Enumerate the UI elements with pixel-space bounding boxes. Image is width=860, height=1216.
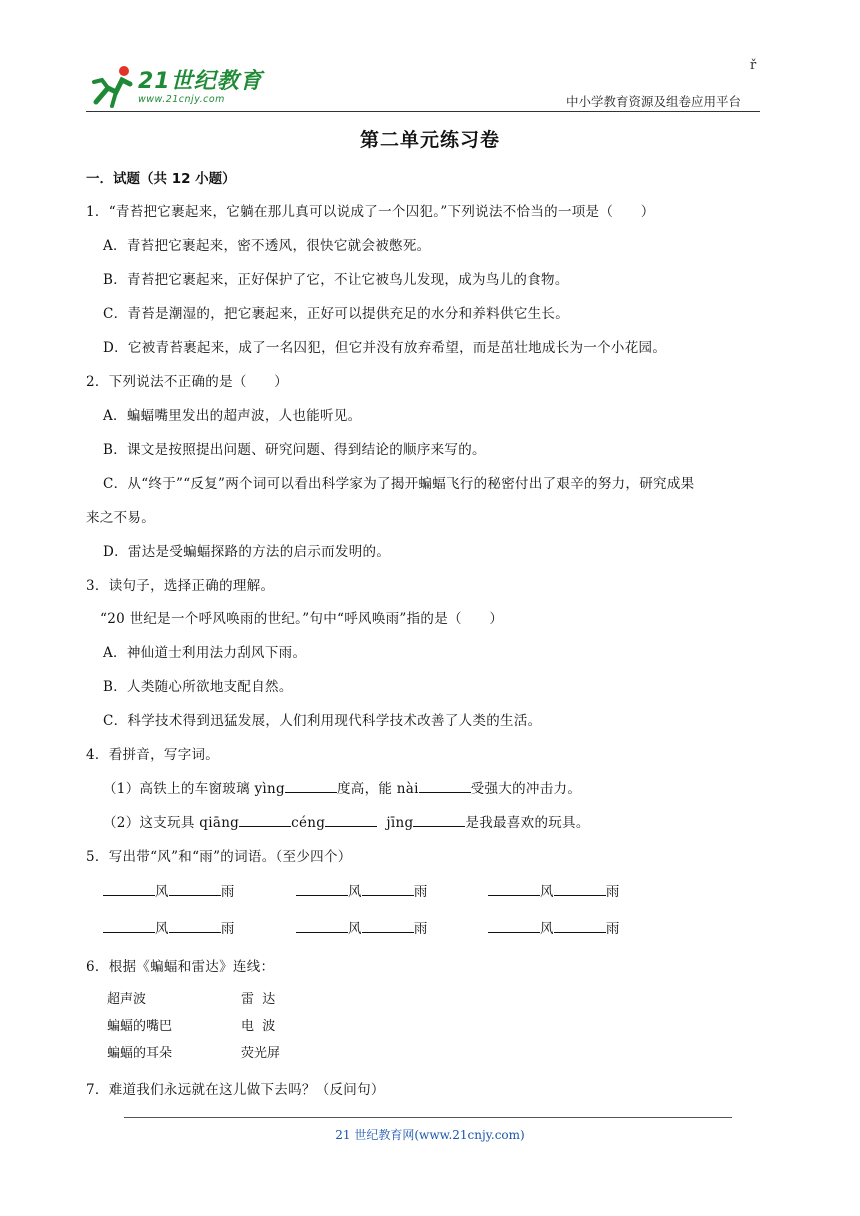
q4-p2-text-c: jīng	[386, 815, 414, 831]
answer-blank[interactable]	[169, 920, 221, 933]
match-right-item[interactable]: 荧光屏	[241, 1046, 281, 1061]
answer-blank[interactable]	[239, 814, 291, 827]
match-right-item[interactable]: 雷 达	[241, 992, 276, 1007]
page-title: 第二单元练习卷	[359, 129, 500, 151]
q4-p1-text-b: 度高，能 nài	[336, 781, 419, 797]
wind-rain-blank-4	[103, 917, 235, 937]
header-platform-text: 中小学教育资源及组卷应用平台	[566, 94, 742, 109]
answer-blank[interactable]	[169, 883, 221, 896]
match-right-item[interactable]: 电 波	[241, 1019, 276, 1034]
answer-blank[interactable]	[296, 920, 348, 933]
question-2-option-a: A．蝙蝠嘴里发出的超声波，人也能听见。	[103, 408, 362, 424]
answer-blank[interactable]	[103, 920, 155, 933]
rain-char: 雨	[413, 921, 428, 937]
question-4-stem: 4．看拼音，写字词。	[86, 747, 220, 763]
question-7-stem: 7．难道我们永远就在这儿做下去吗？（反问句）	[86, 1082, 385, 1098]
answer-blank[interactable]	[419, 780, 471, 793]
question-5-stem: 5．写出带“风”和“雨”的词语。（至少四个）	[86, 849, 352, 865]
q4-p2-text-b: céng	[291, 815, 326, 831]
rain-char: 雨	[220, 884, 235, 900]
footer-divider	[124, 1117, 732, 1118]
match-left-item[interactable]: 超声波	[107, 992, 147, 1007]
match-left-item[interactable]: 蝙蝠的嘴巴	[107, 1019, 173, 1034]
wind-rain-blank-3	[488, 880, 620, 900]
question-3-option-a: A．神仙道士利用法力刮风下雨。	[103, 645, 307, 661]
answer-blank[interactable]	[413, 814, 465, 827]
logo-url: www.21cnjy.com	[138, 94, 225, 105]
question-2-option-c: C．从“终于”“反复”两个词可以看出科学家为了揭开蝙蝠飞行的秘密付出了艰辛的努力，研究成果	[103, 476, 695, 492]
question-6-stem: 6．根据《蝙蝠和雷达》连线：	[86, 959, 275, 975]
answer-blank[interactable]	[362, 883, 414, 896]
wind-char: 风	[540, 884, 554, 900]
question-1-option-a: A．青苔把它裹起来，密不透风，很快它就会被憋死。	[103, 238, 431, 254]
answer-blank[interactable]	[296, 883, 348, 896]
question-2-option-d: D．雷达是受蝙蝠探路的方法的启示而发明的。	[103, 544, 391, 560]
question-3-option-c: C．科学技术得到迅猛发展，人们利用现代科学技术改善了人类的生活。	[103, 713, 542, 729]
wind-rain-blank-5	[296, 917, 428, 937]
match-left-item[interactable]: 蝙蝠的耳朵	[107, 1046, 173, 1061]
wind-char: 风	[540, 921, 554, 937]
logo-text: 21世纪教育	[138, 69, 263, 94]
question-4-part-1	[103, 777, 581, 797]
question-3-quote: “20 世纪是一个呼风唤雨的世纪。”句中“呼风唤雨”指的是（ ）	[100, 611, 504, 627]
answer-blank[interactable]	[554, 883, 606, 896]
answer-blank[interactable]	[488, 883, 540, 896]
question-2-option-c-continued: 来之不易。	[86, 510, 155, 526]
question-3-option-b: B．人类随心所欲地支配自然。	[103, 679, 293, 695]
answer-blank[interactable]	[325, 814, 377, 827]
section-heading: 一．试题（共 12 小题）	[86, 171, 236, 187]
header-divider	[86, 111, 760, 112]
wind-char: 风	[348, 921, 362, 937]
wind-char: 风	[155, 884, 169, 900]
rain-char: 雨	[220, 921, 235, 937]
wind-rain-blank-6	[488, 917, 620, 937]
question-1-option-b: B．青苔把它裹起来，正好保护了它，不让它被鸟儿发现，成为鸟儿的食物。	[103, 272, 569, 288]
answer-blank[interactable]	[103, 883, 155, 896]
wind-rain-blank-2	[296, 880, 428, 900]
wind-rain-blank-1	[103, 880, 235, 900]
header-corner-mark: ř	[750, 58, 757, 73]
answer-blank[interactable]	[554, 920, 606, 933]
wind-char: 风	[155, 921, 169, 937]
rain-char: 雨	[605, 884, 620, 900]
question-2-stem: 2．下列说法不正确的是（ ）	[86, 374, 289, 390]
answer-blank[interactable]	[285, 780, 337, 793]
question-4-part-2	[103, 811, 590, 831]
q4-p2-text-a: （2）这支玩具 qiāng	[103, 815, 240, 831]
q4-p1-text-c: 受强大的冲击力。	[470, 781, 582, 797]
answer-blank[interactable]	[362, 920, 414, 933]
wind-char: 风	[348, 884, 362, 900]
rain-char: 雨	[413, 884, 428, 900]
footer-text: 21 世纪教育网(www.21cnjy.com)	[335, 1128, 525, 1142]
q4-p2-text-d: 是我最喜欢的玩具。	[465, 815, 590, 831]
answer-blank[interactable]	[488, 920, 540, 933]
q4-p1-text-a: （1）高铁上的车窗玻璃 yìng	[103, 781, 285, 797]
question-1-stem: 1．“青苔把它裹起来，它躺在那儿真可以说成了一个囚犯。”下列说法不恰当的一项是（ ）	[86, 204, 655, 220]
question-1-option-c: C．青苔是潮湿的，把它裹起来，正好可以提供充足的水分和养料供它生长。	[103, 306, 570, 322]
rain-char: 雨	[605, 921, 620, 937]
question-2-option-b: B．课文是按照提出问题、研究问题、得到结论的顺序来写的。	[103, 442, 486, 458]
question-1-option-d: D．它被青苔裹起来，成了一名囚犯，但它并没有放弃希望，而是茁壮地成长为一个小花园。	[103, 340, 667, 356]
question-3-stem: 3．读句子，选择正确的理解。	[86, 578, 275, 594]
